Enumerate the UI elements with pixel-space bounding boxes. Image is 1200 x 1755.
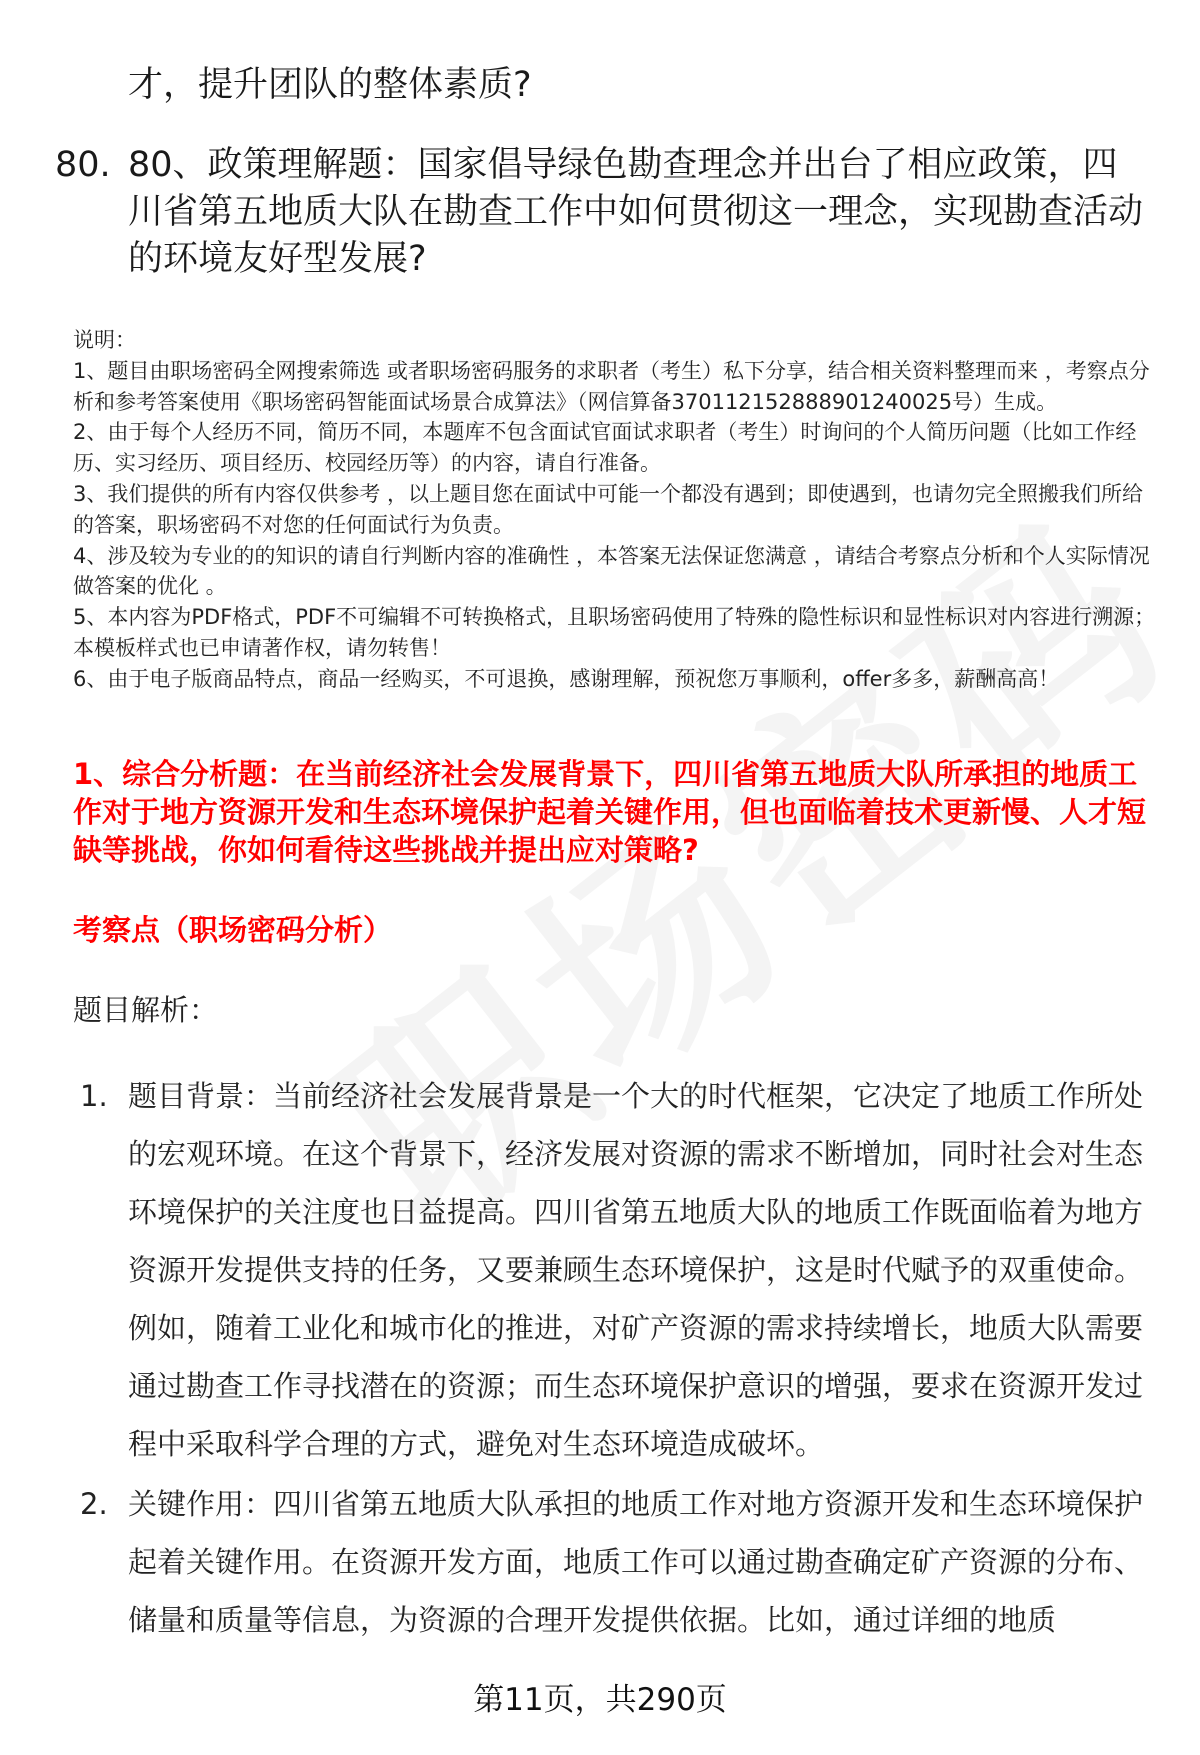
- question-1-heading: 1、综合分析题：在当前经济社会发展背景下，四川省第五地质大队所承担的地质工作对于地方资源开发和生态环境保护起着关键作用，但也面临着技术更新慢、人才短缺等挑战，你如何看待这些挑战并提出应对策略?: [73, 757, 1147, 867]
- page-footer: 第11页，共290页: [473, 1682, 727, 1718]
- previous-question-tail: 才，提升团队的整体素质?: [128, 65, 532, 105]
- analysis-heading: 题目解析：: [73, 993, 219, 1027]
- question-80: [55, 142, 1145, 283]
- note-item: 4、涉及较为专业的的知识的请自行判断内容的准确性 ，本答案无法保证您满意 ，请结合考察点分析和个人实际情况做答案的优化 。: [73, 543, 1150, 599]
- list-item: [80, 1475, 1150, 1649]
- note-item: 5、本内容为PDF格式，PDF不可编辑不可转换格式，且职场密码使用了特殊的隐性标识和显性标识对内容进行溯源；本模板样式也已申请著作权，请勿转售！: [73, 605, 1156, 660]
- list-item-text: 关键作用：四川省第五地质大队承担的地质工作对地方资源开发和生态环境保护起着关键作用。在资源开发方面，地质工作可以通过勘查确定矿产资源的分布、储量和质量等信息，为资源的合理开发提供依据。比如，通过详细的地质: [128, 1487, 1144, 1637]
- note-item: 2、由于每个人经历不同，简历不同，本题库不包含面试官面试求职者（考生）时询问的个人简历问题（比如工作经历、实习经历、项目经历、校园经历等）的内容，请自行准备。: [73, 420, 1137, 476]
- note-item: 3、我们提供的所有内容仅供参考 ，以上题目您在面试中可能一个都没有遇到；即使遇到，也请勿完全照搬我们所给的答案，职场密码不对您的任何面试行为负责。: [73, 481, 1144, 537]
- note-item: 1、题目由职场密码全网搜索筛选 或者职场密码服务的求职者（考生）私下分享，结合相关资料整理而来 ，考察点分析和参考答案使用《职场密码智能面试场景合成算法》（网信算备370112152888901240025号）生成。: [73, 358, 1150, 414]
- list-item-number: 2.: [80, 1487, 108, 1521]
- notes-title: 说明：: [73, 328, 136, 352]
- question-number: 80.: [55, 145, 111, 185]
- list-item-number: 1.: [80, 1079, 108, 1113]
- list-item: [80, 1067, 1150, 1473]
- analysis-list: [80, 1067, 1150, 1651]
- note-item: 6、由于电子版商品特点，商品一经购买，不可退换，感谢理解，预祝您万事顺利，offer多多，薪酬高高！: [73, 666, 1060, 691]
- question-text: 80、政策理解题：国家倡导绿色勘查理念并出台了相应政策，四川省第五地质大队在勘查工作中如何贯彻这一理念，实现勘查活动的环境友好型发展?: [128, 145, 1144, 279]
- list-item-text: 题目背景：当前经济社会发展背景是一个大的时代框架，它决定了地质工作所处的宏观环境。在这个背景下，经济发展对资源的需求不断增加，同时社会对生态环境保护的关注度也日益提高。四川省第五地质大队的地质工作既面临着为地方资源开发提供支持的任务，又要兼顾生态环境保护，这是时代赋予的双重使命。例如，随着工业化和城市化的推进，对矿产资源的需求持续增长，地质大队需要通过勘查工作寻找潜在的资源；而生态环境保护意识的增强，要求在资源开发过程中采取科学合理的方式，避免对生态环境造成破坏。: [128, 1079, 1144, 1461]
- notes-section: [73, 325, 1163, 695]
- kaocha-heading: 考察点（职场密码分析）: [73, 913, 393, 947]
